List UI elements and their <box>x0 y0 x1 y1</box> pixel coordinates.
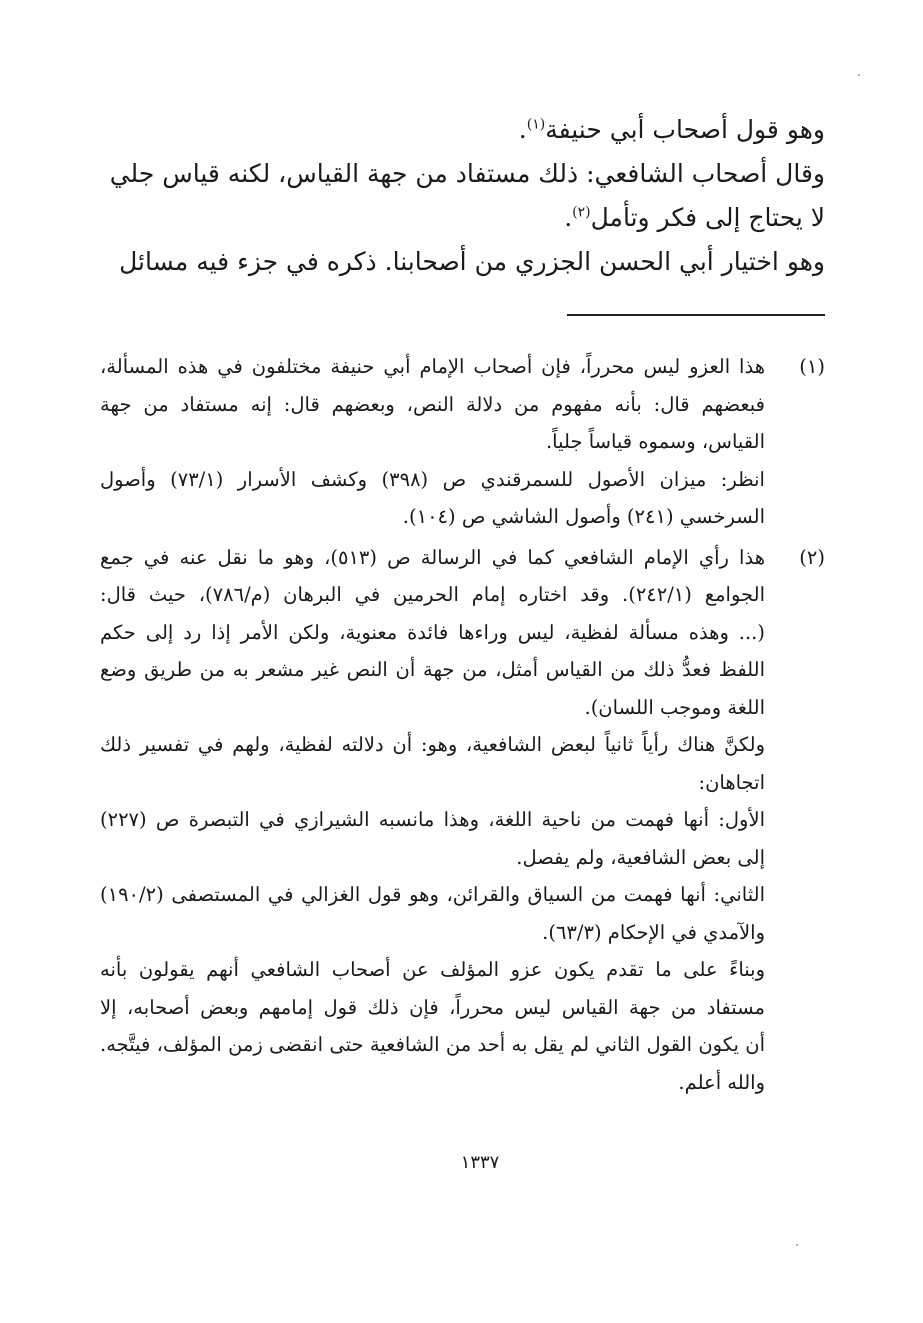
footnote-line: اللغة وموجب اللسان). <box>584 695 765 719</box>
footnote-line: فبعضهم قال: بأنه مفهوم من دلالة النص، وبعضهم قال: إنه مستفاد من جهة <box>100 392 765 416</box>
footnote-number: (١) <box>799 355 825 378</box>
footnote-line: وبناءً على ما تقدم يكون عزو المؤلف عن أصحاب الشافعي أنهم يقولون بأنه <box>100 958 765 981</box>
footnote-1 <box>100 348 825 536</box>
main-text-block <box>109 108 825 284</box>
footnote-line: هذا العزو ليس محرراً، فإن أصحاب الإمام أبي حنيفة مختلفون في هذه المسألة، <box>100 355 765 378</box>
footnote-line: إلى بعض الشافعية، ولم يفصل. <box>516 845 765 869</box>
footnote-line: الأول: أنها فهمت من ناحية اللغة، وهذا مانسبه الشيرازي في التبصرة ص (٢٢٧) <box>100 808 765 831</box>
footnote-line: الجوامع (٢٤٢/١). وقد اختاره إمام الحرمين في البرهان (م/٧٨٦)، حيث قال: <box>100 583 765 606</box>
main-text-line: وهو اختيار أبي الحسن الجزري من أصحابنا. ذكره في جزء فيه مسائل <box>119 247 825 276</box>
footnote-line: اتجاهان: <box>698 770 765 794</box>
footnote-line: مستفاد من جهة القياس ليس محرراً، فإن ذلك قول إمامهم وبعض أصحابه، إلا <box>100 995 765 1019</box>
footnote-2 <box>100 539 825 1102</box>
main-text-line: لا يحتاج إلى فكر وتأمل$^{(٢)}$. <box>564 203 825 232</box>
footnote-line: القياس، وسموه قياساً جلياً. <box>545 430 765 453</box>
footnote-reference: (١) <box>526 116 546 133</box>
footnote-line: انظر: ميزان الأصول للسمرقندي ص (٣٩٨) وكشف الأسرار (٧٣/١) وأصول <box>100 467 765 491</box>
footnote-line: ولكنَّ هناك رأياً ثانياً لبعض الشافعية، وهو: أن دلالته لفظية، ولهم في تفسير ذلك <box>100 733 765 756</box>
page-number: ١٣٣٧ <box>460 1152 500 1173</box>
footnote-line: (... وهذه مسألة لفظية، ليس وراءها فائدة معنوية، ولكن الأمر إذا رد إلى حكم <box>100 620 765 644</box>
main-text-line: وهو قول أصحاب أبي حنيفة$^{(١)}$. <box>518 115 825 144</box>
footnotes-block <box>100 348 825 1104</box>
footnote-number: (٢) <box>799 545 825 569</box>
footnote-reference: (٢) <box>572 204 591 221</box>
footnote-line: والآمدي في الإحكام (٦٣/٣). <box>542 920 765 944</box>
footnote-line: الثاني: أنها فهمت من السياق والقرائن، وهو قول الغزالي في المستصفى (١٩٠/٢) <box>100 883 765 906</box>
footnote-line: اللفظ فعدُّ ذلك من القياس أمثل، من جهة أن النص غير مشعر به من طريق وضع <box>100 658 765 681</box>
footnote-line: هذا رأي الإمام الشافعي كما في الرسالة ص (٥١٣)، وهو ما نقل عنه في جمع <box>100 545 765 569</box>
main-text-line: وقال أصحاب الشافعي: ذلك مستفاد من جهة القياس، لكنه قياس جلي <box>109 159 825 188</box>
footnote-line: أن يكون القول الثاني لم يقل به أحد من الشافعية حتى انقضى زمن المؤلف، فيتَّجه. <box>100 1033 765 1056</box>
footnote-line: والله أعلم. <box>678 1070 765 1094</box>
footnote-line: السرخسي (٢٤١) وأصول الشاشي ص (١٠٤). <box>402 505 765 528</box>
footnote-separator <box>567 314 825 316</box>
scan-speck <box>796 1244 798 1246</box>
scan-speck <box>858 74 860 76</box>
